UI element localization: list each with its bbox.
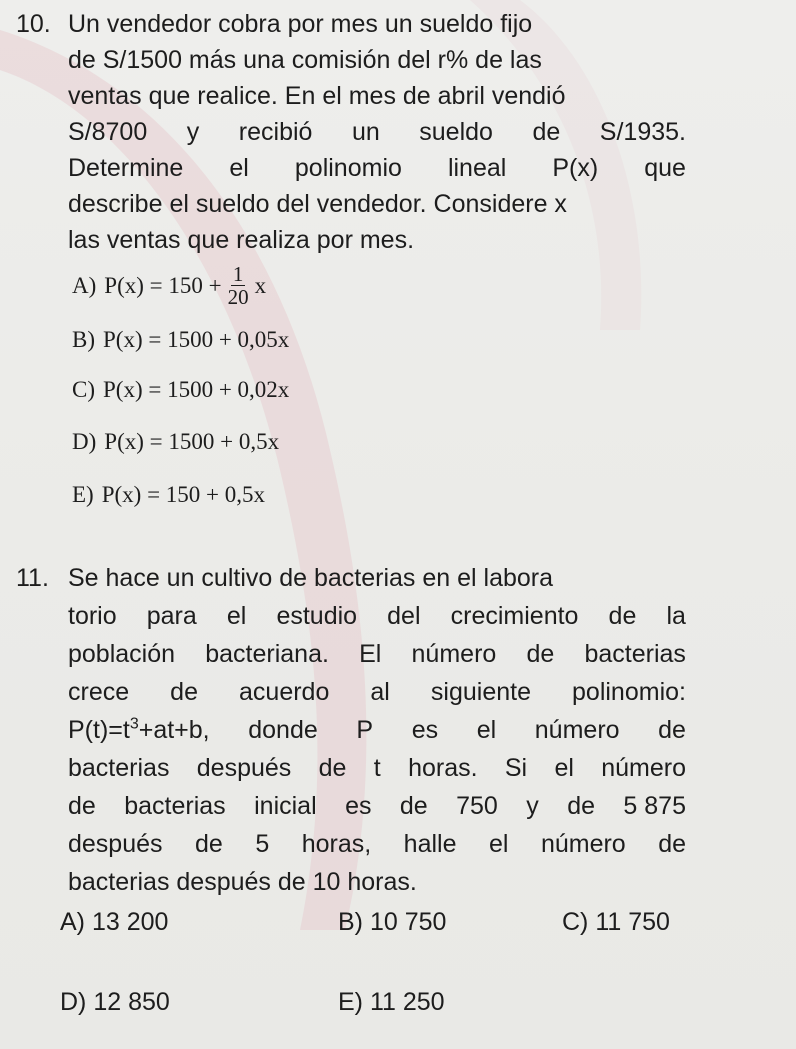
- fraction: $\frac{1}{20}$: [227, 262, 249, 309]
- q11-line-3: población bacteriana. El número de bacterias: [68, 640, 686, 668]
- q10-line-1: Un vendedor cobra por mes un sueldo fijo: [68, 10, 533, 38]
- q10-line-5: Determine el polinomio lineal P(x) que: [68, 154, 686, 182]
- q11-answer-a[interactable]: A) 13 200: [60, 908, 169, 936]
- q10-line-3: ventas que realice. En el mes de abril vendió: [68, 82, 566, 110]
- q10-option-b[interactable]: B) P(x) = 1500 + 0,05x: [72, 327, 290, 352]
- q11-answer-e[interactable]: E) 11 250: [338, 988, 445, 1016]
- q11-line-6: bacterias después de t horas. Si el número: [68, 754, 686, 782]
- q11-answer-c[interactable]: C) 11 750: [562, 908, 670, 936]
- q10-option-c[interactable]: C) P(x) = 1500 + 0,02x: [72, 377, 290, 402]
- q11-line-4: crece de acuerdo al siguiente polinomio:: [68, 678, 686, 706]
- q10-line-4: S/8700 y recibió un sueldo de S/1935.: [68, 118, 686, 146]
- q11-line-7: de bacterias inicial es de 750 y de 5 875: [68, 792, 686, 820]
- q11-answer-b[interactable]: B) 10 750: [338, 908, 447, 936]
- q11-line-8: después de 5 horas, halle el número de: [68, 830, 686, 858]
- q10-option-a[interactable]: A) P(x) = 150 + $\frac{1}{20}$ x: [72, 262, 267, 309]
- q11-line-9: bacterias después de 10 horas.: [68, 868, 417, 896]
- q11-answer-d[interactable]: D) 12 850: [60, 988, 170, 1016]
- q10-line-2: de S/1500 más una comisión del r% de las: [68, 46, 542, 74]
- q10-option-d[interactable]: D) P(x) = 1500 + 0,5x: [72, 429, 280, 454]
- q11-number: 11.: [16, 564, 49, 592]
- q11-line-2: torio para el estudio del crecimiento de la: [68, 602, 686, 630]
- q11-line-5: $P(t)=t^3+at+b$, donde P es el número de: [68, 715, 686, 744]
- q10-option-e[interactable]: E) P(x) = 150 + 0,5x: [72, 482, 266, 507]
- q11-line-1: Se hace un cultivo de bacterias en el labora: [68, 564, 554, 592]
- q10-line-6: describe el sueldo del vendedor. Considere x: [68, 190, 567, 218]
- q10-number: 10.: [16, 10, 51, 38]
- q10-line-7: las ventas que realiza por mes.: [68, 226, 415, 254]
